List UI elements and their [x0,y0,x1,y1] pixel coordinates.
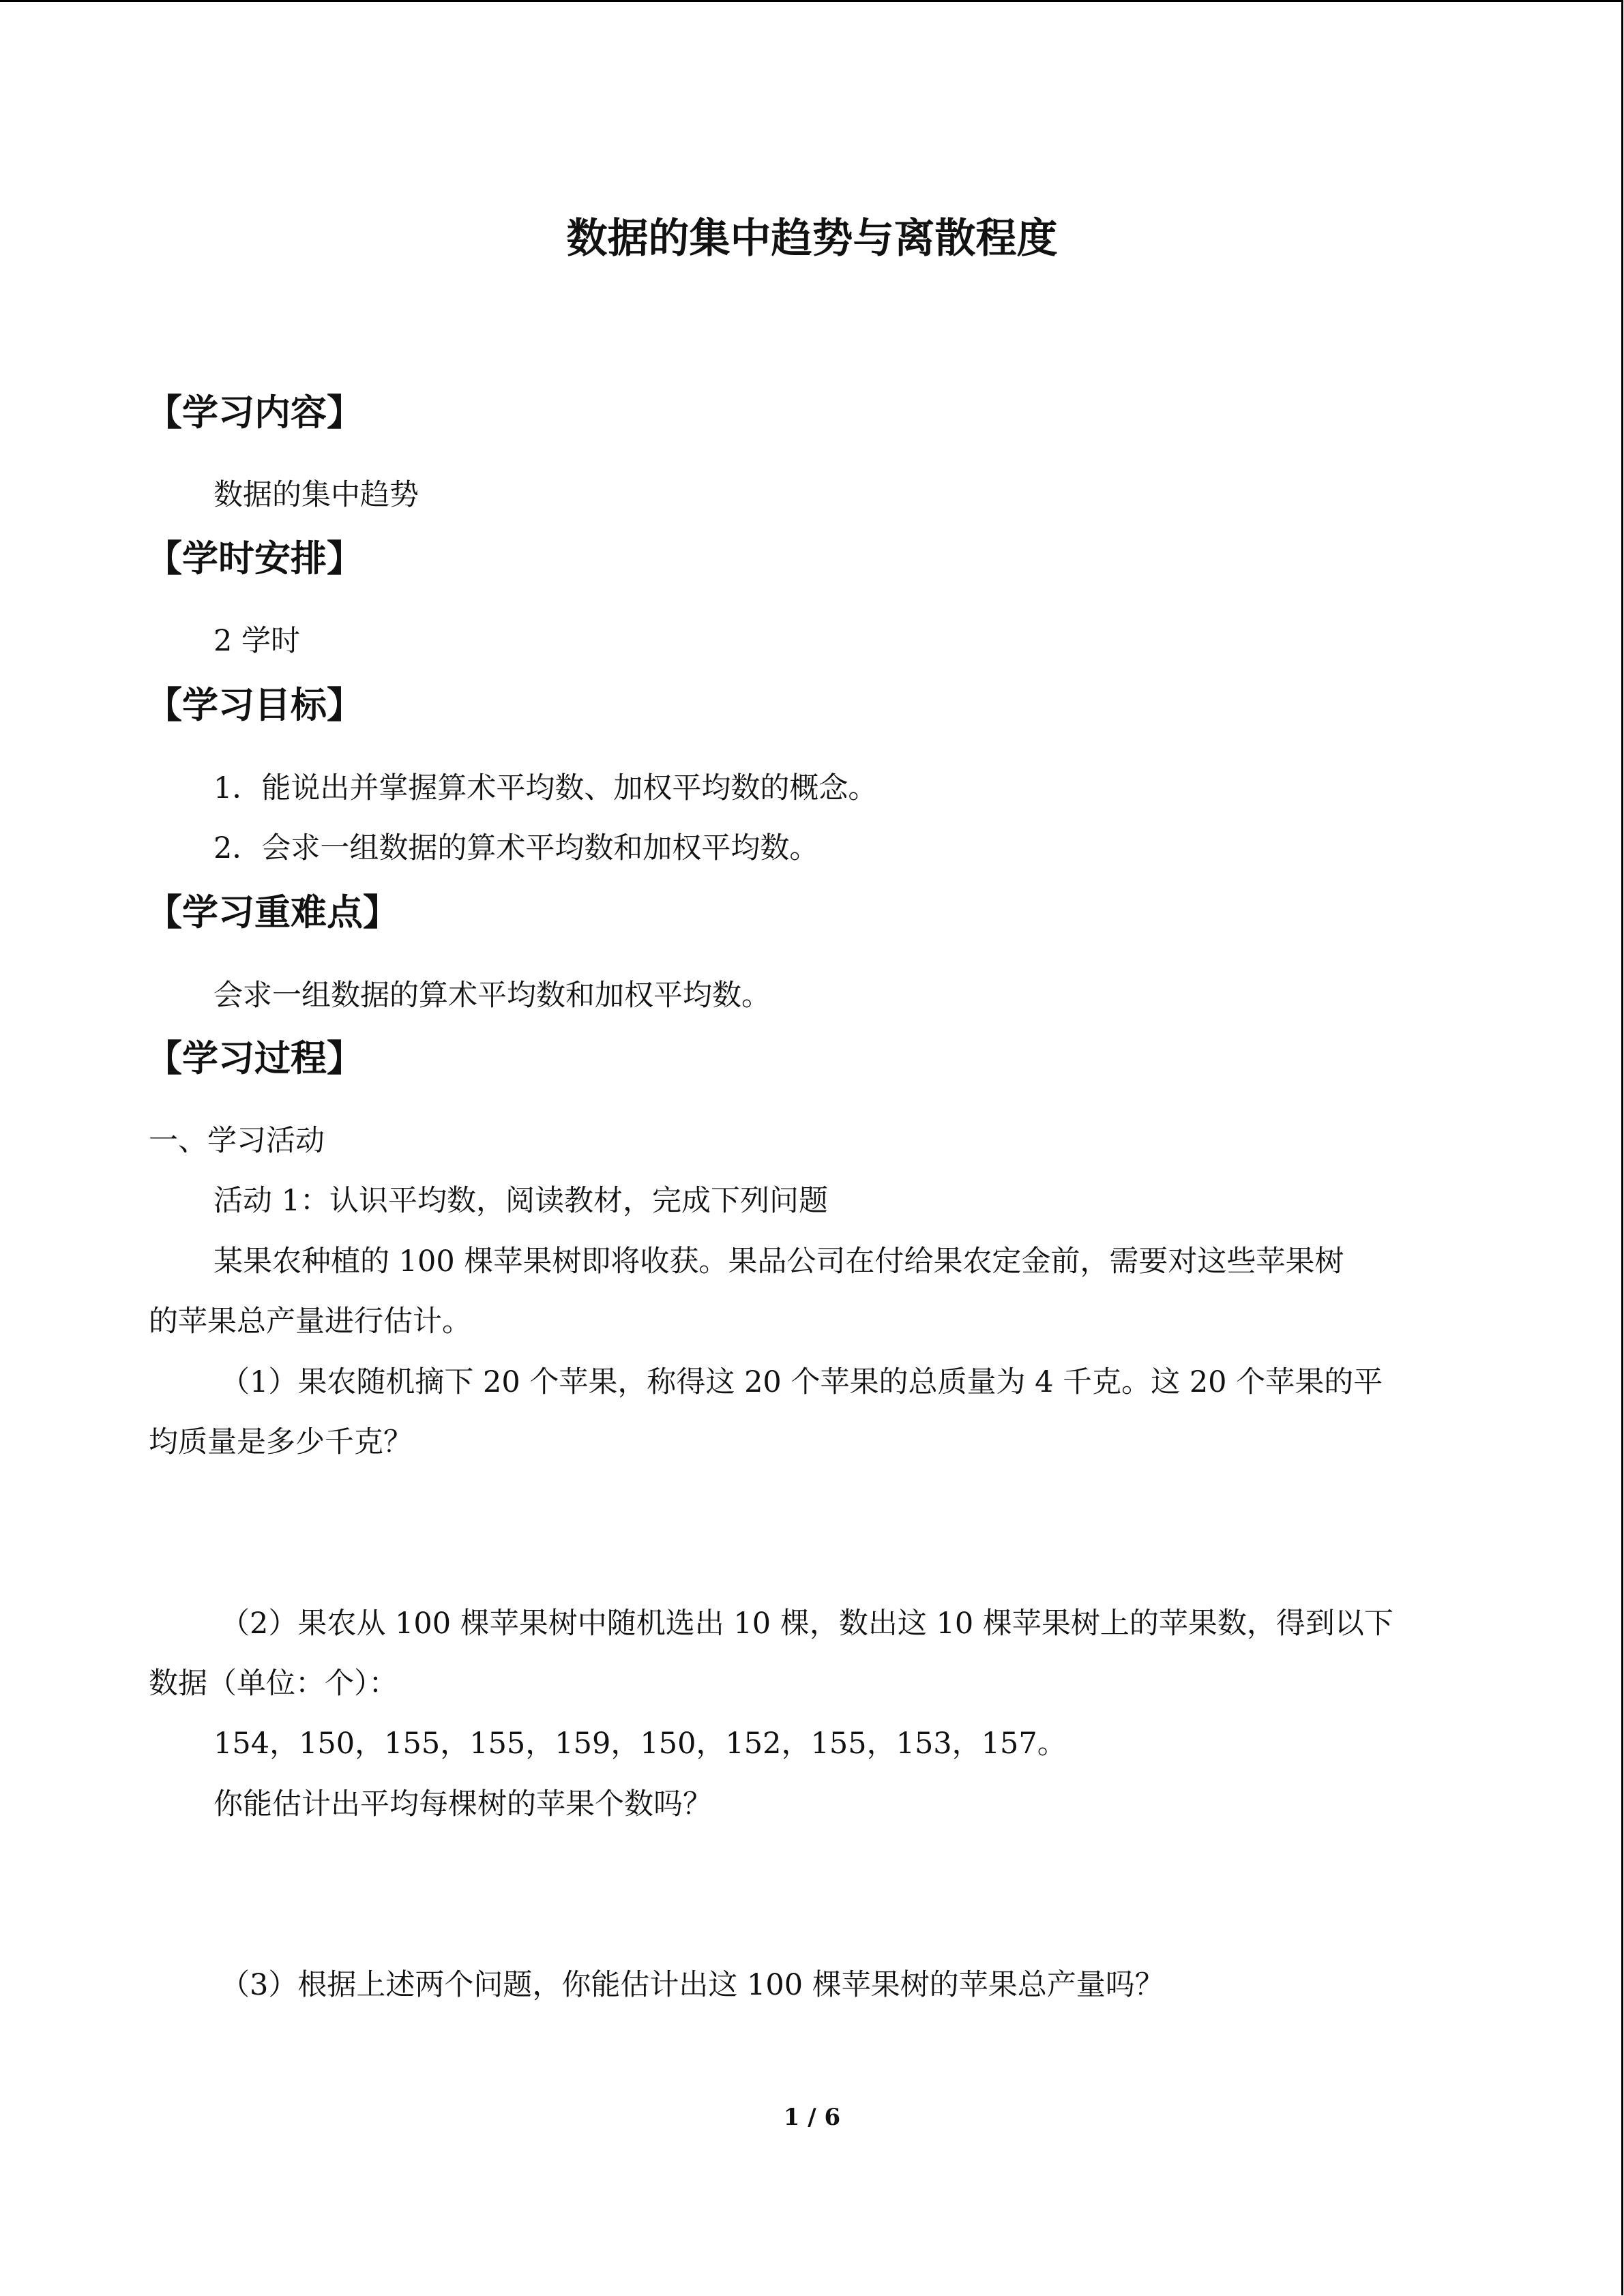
question-1-line-1: （1）果农随机摘下 20 个苹果，称得这 20 个苹果的总质量为 4 千克。这 20 个苹果的平 [220,1365,1383,1399]
page-title: 数据的集中趋势与离散程度 [566,215,1058,263]
heading-schedule: 【学时安排】 [146,538,363,580]
question-1-line-2: 均质量是多少千克？ [149,1425,413,1459]
schedule-text: 2 学时 [213,624,301,658]
question-2-line-1: （2）果农从 100 棵苹果树中随机选出 10 棵，数出这 10 棵苹果树上的苹果数，得到以下 [220,1607,1393,1641]
question-2-ask: 你能估计出平均每棵树的苹果个数吗？ [213,1787,712,1821]
question-2-line-2: 数据（单位：个）： [149,1667,398,1701]
goal-item-1: 1．能说出并掌握算术平均数、加权平均数的概念。 [213,771,878,805]
question-3: （3）根据上述两个问题，你能估计出这 100 棵苹果树的苹果总产量吗？ [220,1968,1164,2002]
part-heading: 一、学习活动 [149,1124,325,1158]
key-points-text: 会求一组数据的算术平均数和加权平均数。 [213,979,771,1013]
question-2-data: 154，150，155，155，159，150，152，155，153，157。 [213,1727,1067,1761]
intro-paragraph-line-1: 某果农种植的 100 棵苹果树即将收获。果品公司在付给果农定金前，需要对这些苹果树 [213,1244,1344,1279]
activity-1-heading: 活动 1：认识平均数，阅读教材，完成下列问题 [213,1184,829,1218]
heading-goals: 【学习目标】 [146,685,363,726]
heading-process: 【学习过程】 [146,1038,363,1079]
heading-learning-content: 【学习内容】 [146,392,363,434]
learning-content-text: 数据的集中趋势 [213,478,419,512]
page-number: 1 / 6 [783,2104,841,2131]
intro-paragraph-line-2: 的苹果总产量进行估计。 [149,1304,471,1339]
heading-key-points: 【学习重难点】 [146,892,399,934]
goal-item-2: 2．会求一组数据的算术平均数和加权平均数。 [213,831,819,865]
